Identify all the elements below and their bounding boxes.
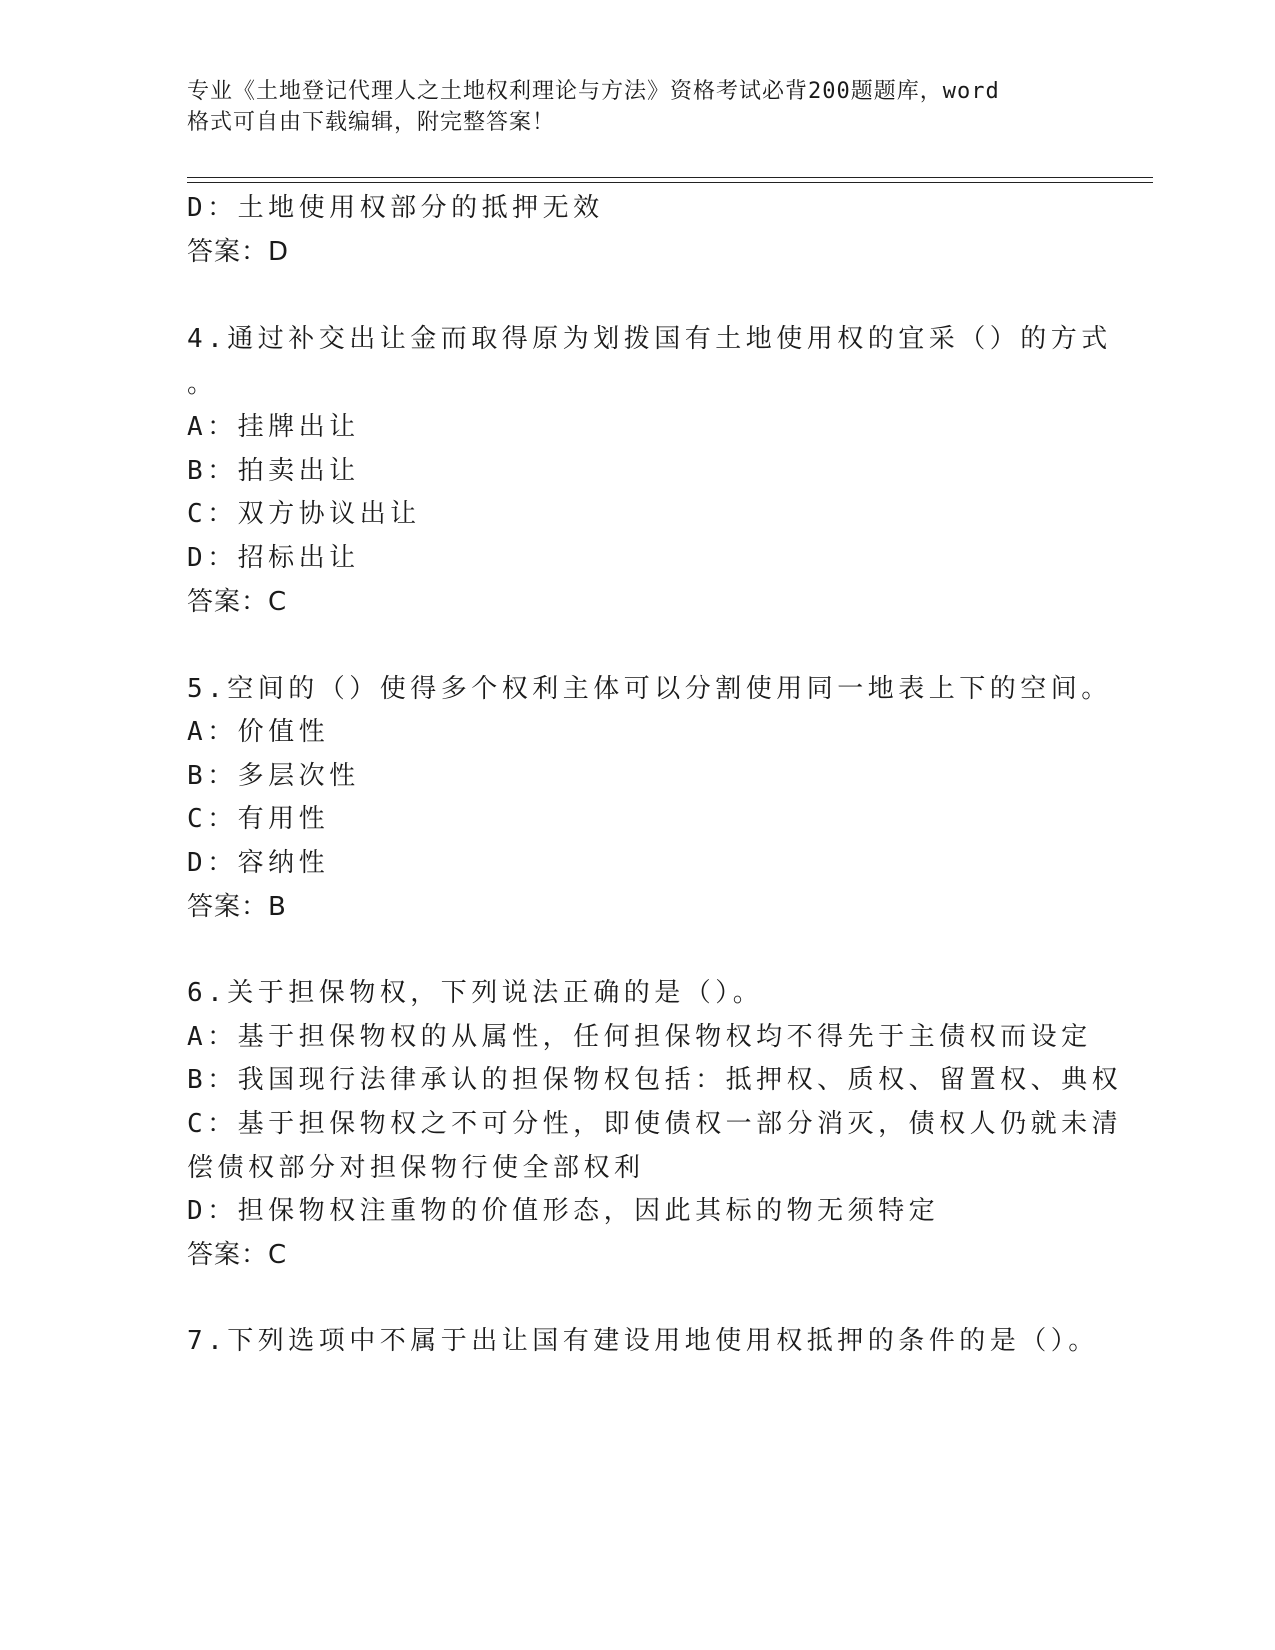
q6-option-b: B：我国现行法律承认的担保物权包括：抵押权、质权、留置权、典权: [187, 1065, 1123, 1095]
header-title-line-1: 专业《土地登记代理人之土地权利理论与方法》资格考试必背200题题库，word: [187, 79, 1000, 104]
q6-option-a: A：基于担保物权的从属性，任何担保物权均不得先于主债权而设定: [187, 1022, 1092, 1052]
q4-option-b: B：拍卖出让: [187, 456, 360, 486]
header-divider-bottom: [187, 182, 1153, 183]
document-header: [187, 76, 1067, 138]
q5-option-c: C：有用性: [187, 804, 330, 834]
q5-answer: 答案：B: [187, 892, 287, 922]
q4-option-a: A：挂牌出让: [187, 412, 360, 442]
q5-option-a: A：价值性: [187, 717, 330, 747]
q5-option-b: B：多层次性: [187, 761, 360, 791]
q5-option-d: D：容纳性: [187, 848, 330, 878]
q7-stem: 7.下列选项中不属于出让国有建设用地使用权抵押的条件的是（）。: [187, 1326, 1099, 1356]
q6-option-d: D：担保物权注重物的价值形态，因此其标的物无须特定: [187, 1196, 940, 1226]
q6-answer: 答案：C: [187, 1240, 288, 1270]
q3-answer: 答案：D: [187, 237, 290, 267]
q6-option-c-line-1: C：基于担保物权之不可分性，即使债权一部分消灭，债权人仍就未清: [187, 1109, 1123, 1139]
q5-stem: 5.空间的（）使得多个权利主体可以分割使用同一地表上下的空间。: [187, 674, 1112, 704]
q6-option-c-line-2: 偿债权部分对担保物行使全部权利: [187, 1153, 645, 1183]
header-divider-top: [187, 177, 1153, 178]
q3-option-d: D：土地使用权部分的抵押无效: [187, 193, 604, 223]
header-title-line-2: 格式可自由下载编辑，附完整答案！: [187, 110, 556, 135]
q4-stem-line-2: 。: [187, 369, 218, 399]
q4-option-d: D：招标出让: [187, 543, 360, 573]
q6-stem: 6.关于担保物权，下列说法正确的是（）。: [187, 978, 764, 1008]
q4-answer: 答案：C: [187, 587, 288, 617]
q4-option-c: C：双方协议出让: [187, 499, 421, 529]
q4-stem-line-1: 4.通过补交出让金而取得原为划拨国有土地使用权的宜采（）的方式: [187, 324, 1112, 354]
